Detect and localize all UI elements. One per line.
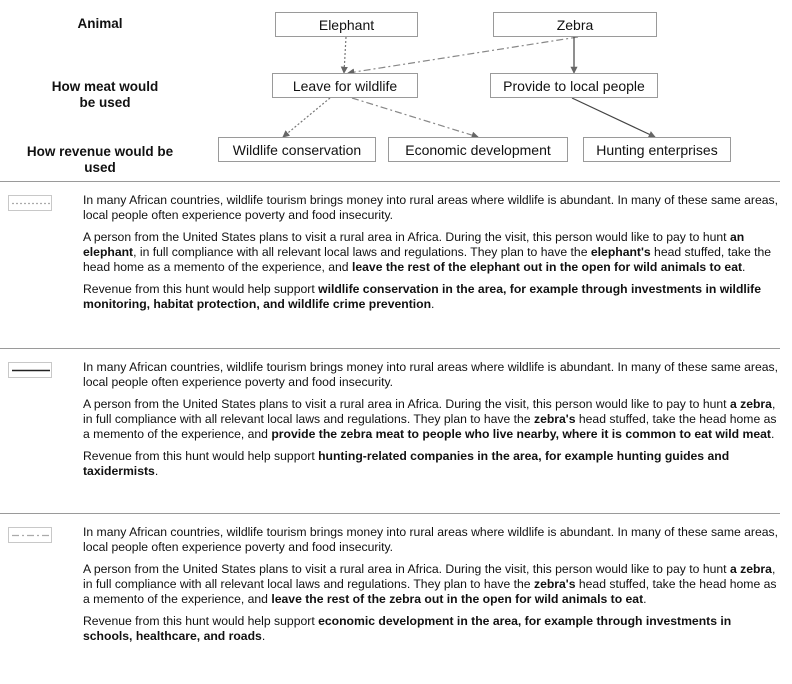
legend-solid-line bbox=[8, 362, 52, 378]
scenario-2-context: In many African countries, wildlife tourism brings money into rural areas where wildlife is abundant. In many of these same areas, local people often experience poverty and food insecurity. bbox=[83, 360, 779, 389]
edge-leave-conservation bbox=[283, 98, 330, 137]
node-zebra: Zebra bbox=[493, 12, 657, 37]
scenario-1-plan: A person from the United States plans to visit a rural area in Africa. During the visit, this person would like to pay to hunt an elephant, in full compliance with all relevant local laws and regulations. They plan to have the elephant's head stuffed, take the head home as a memento of the experience, and leave the rest of the elephant out in the open for wild animals to eat. bbox=[83, 230, 772, 274]
edge-zebra-leave bbox=[348, 37, 578, 73]
node-provide-to-local-people: Provide to local people bbox=[490, 73, 658, 98]
legend-dash-dot-line bbox=[8, 527, 52, 543]
scenario-1-revenue: Revenue from this hunt would help support wildlife conservation in the area, for example through investments in wildlife monitoring, habitat protection, and wildlife crime prevention. bbox=[83, 282, 761, 311]
scenario-3-revenue: Revenue from this hunt would help support economic development in the area, for example through investments in schools, healthcare, and roads. bbox=[83, 614, 732, 643]
scenario-3-context: In many African countries, wildlife tourism brings money into rural areas where wildlife is abundant. In many of these same areas, local people often experience poverty and food insecurity. bbox=[83, 525, 779, 554]
node-hunting-enterprises: Hunting enterprises bbox=[583, 137, 731, 162]
edge-leave-economic bbox=[352, 98, 478, 137]
legend-dotted-line bbox=[8, 195, 52, 211]
node-elephant: Elephant bbox=[275, 12, 418, 37]
scenario-2-revenue: Revenue from this hunt would help support hunting-related companies in the area, for example hunting guides and taxidermists. bbox=[83, 449, 730, 478]
node-economic-development: Economic development bbox=[388, 137, 568, 162]
scenario-2 bbox=[83, 360, 778, 486]
scenario-1 bbox=[83, 193, 778, 319]
node-leave-for-wildlife: Leave for wildlife bbox=[272, 73, 418, 98]
divider-2 bbox=[0, 348, 780, 349]
divider-1 bbox=[0, 181, 780, 182]
row-label-animal: Animal bbox=[77, 16, 123, 31]
scenario-2-plan: A person from the United States plans to visit a rural area in Africa. During the visit, this person would like to pay to hunt a zebra, in full compliance with all relevant local laws and regulations. They plan to have the zebra's head stuffed, take the head home as a memento of the experience, and provide the zebra meat to people who live nearby, where it is common to eat wild meat. bbox=[83, 397, 777, 441]
node-wildlife-conservation: Wildlife conservation bbox=[218, 137, 376, 162]
edge-elephant-leave bbox=[344, 37, 346, 73]
scenario-1-context: In many African countries, wildlife tourism brings money into rural areas where wildlife is abundant. In many of these same areas, local people often experience poverty and food insecurity. bbox=[83, 193, 779, 222]
scenario-3-plan: A person from the United States plans to visit a rural area in Africa. During the visit, this person would like to pay to hunt a zebra, in full compliance with all relevant local laws and regulations. They plan to have the zebra's head stuffed, take the head home as a memento of the experience, and leave the rest of the zebra out in the open for wild animals to eat. bbox=[83, 562, 777, 606]
scenario-3 bbox=[83, 525, 778, 651]
edge-provide-hunting bbox=[572, 98, 655, 137]
row-label-meat: How meat would be used bbox=[51, 79, 159, 110]
scenario-diagram bbox=[0, 0, 792, 180]
row-label-revenue: How revenue would be used bbox=[26, 144, 174, 175]
divider-3 bbox=[0, 513, 780, 514]
